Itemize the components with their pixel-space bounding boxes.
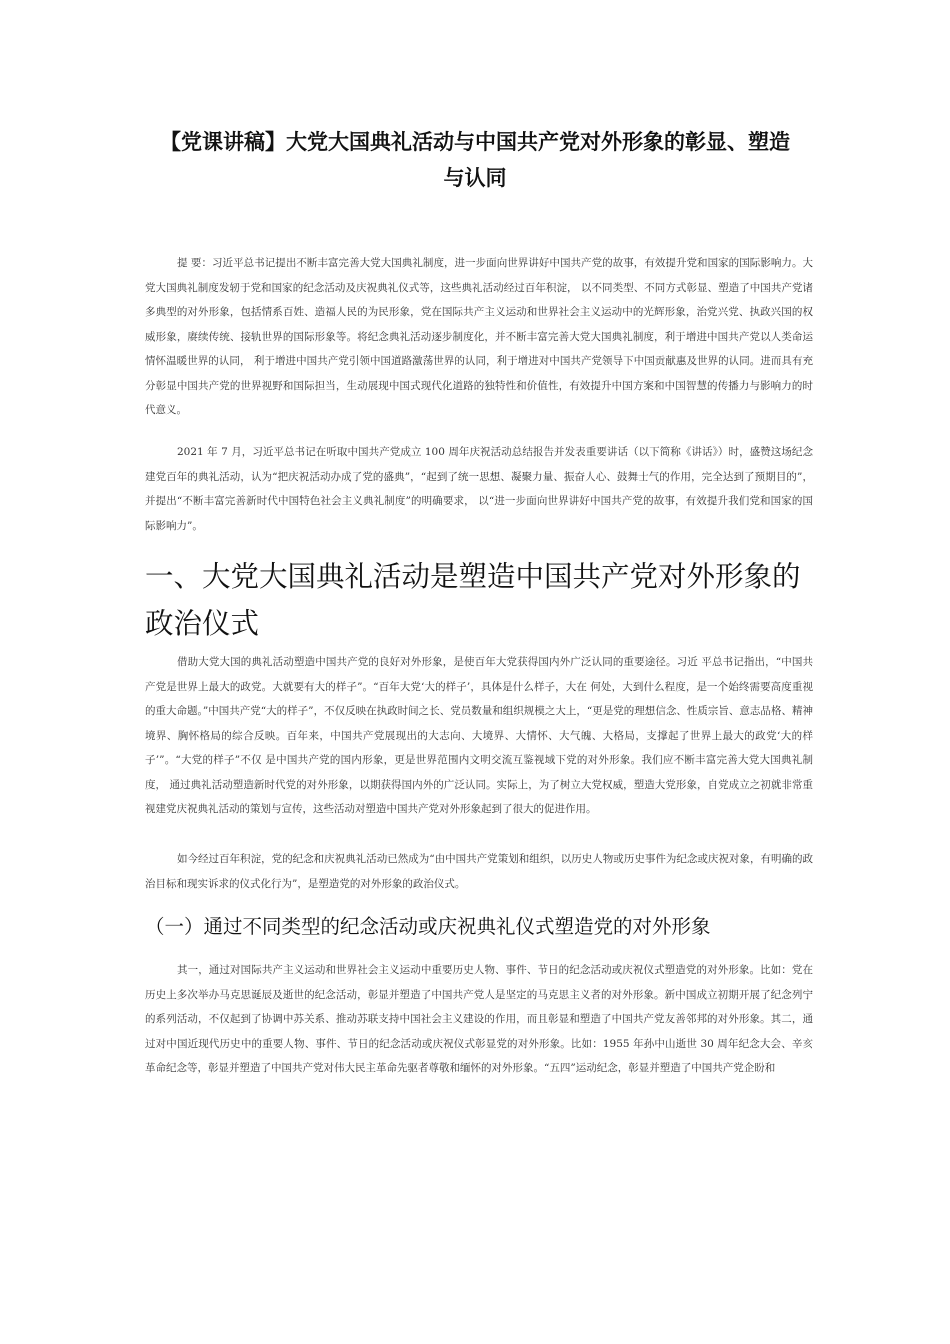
section-paragraph-2: 如今经过百年积淀，党的纪念和庆祝典礼活动已然成为“由中国共产党策划和组织，以历史人物或历史事件为纪念或庆祝对象，有明确的政治目标和现实诉求的仪式化行为”，是塑造党的对外形象的政治仪式。: [145, 853, 813, 890]
intro-paragraph: 2021 年 7 月，习近平总书记在听取中国共产党成立 100 周年庆祝活动总结报告并发表重要讲话（以下简称《讲话》）时，盛赞这场纪念建党百年的典礼活动，认为“把庆祝活动办成了党的盛典”，“起到了统一思想、凝聚力量、振奋人心、鼓舞士气的作用，完全达到了预期目的”，并提出“不断丰富完善新时代中国特色社会主义典礼制度”的明确要求， 以“进一步面向世界讲好中国共产党的故事，有效提升我们党和国家的国际影响力”。: [145, 446, 813, 532]
section-paragraph-3: 其一，通过对国际共产主义运动和世界社会主义运动中重要历史人物、事件、节日的纪念活动或庆祝仪式塑造党的对外形象。比如：党在历史上多次举办马克思诞辰及逝世的纪念活动，彰显并塑造了中国共产党人是坚定的马克思主义者的对外形象。新中国成立初期开展了纪念列宁的系列活动，不仅起到了协调中苏关系、推动苏联支持中国社会主义建设的作用，而且彰显和塑造了中国共产党友善邻邦的对外形象。其二，通过对中国近现代历史中的重要人物、事件、节日的纪念活动或庆祝仪式彰显党的对外形象。比如：1955 年孙中山逝世 30 周年纪念大会、辛亥革命纪念等，彰显并塑造了中国共产党对伟大民主革命先驱者尊敬和缅怀的对外形象。“五四”运动纪念，彰显并塑造了中国共产党企盼和: [145, 964, 813, 1074]
abstract-paragraph: 提 要：习近平总书记提出不断丰富完善大党大国典礼制度，进一步面向世界讲好中国共产党的故事，有效提升党和国家的国际影响力。大党大国典礼制度发轫于党和国家的纪念活动及庆祝典礼仪式等，这些典礼活动经过百年积淀， 以不同类型、不同方式彰显、塑造了中国共产党诸多典型的对外形象，包括情系百姓、造福人民的为民形象，党在国际共产主义运动和世界社会主义运动中的光辉形象，治党兴党、执政兴国的权威形象，赓续传统、接轨世界的国际形象等。将纪念典礼活动逐步制度化，并不断丰富完善大党大国典礼制度，利于增进中国共产党以人类命运情怀温暖世界的认同， 利于增进中国共产党引领中国道路激荡世界的认同，利于增进对中国共产党领导下中国贡献惠及世界的认同。进而具有充分彰显中国共产党的世界视野和国际担当，生动展现中国式现代化道路的独特性和价值性，有效提升中国方案和中国智慧的传播力与影响力的时代意义。: [145, 257, 813, 416]
subsection-heading: （一）通过不同类型的纪念活动或庆祝典礼仪式塑造党的对外形象: [145, 915, 711, 938]
section-paragraph-1: 借助大党大国的典礼活动塑造中国共产党的良好对外形象，是使百年大党获得国内外广泛认同的重要途径。习近 平总书记指出，“中国共产党是世界上最大的政党。大就要有大的样子”。“百年大党‘大的样子’，具体是什么样子，大在 何处，大到什么程度，是一个始终需要高度重视的重大命题。”中国共产党“大的样子”，不仅反映在执政时间之长、党员数量和组织规模之大上，“更是党的理想信念、性质宗旨、意志品格、精神境界、胸怀格局的综合反映。百年来，中国共产党展现出的大志向、大境界、大情怀、大气魄、大格局，支撑起了世界上最大的政党‘大的样子’”。“大党的样子”不仅 是中国共产党的国内形象，更是世界范围内文明交流互鉴视域下党的对外形象。我们应不断丰富完善大党大国典礼制度， 通过典礼活动塑造新时代党的对外形象，以期获得国内外的广泛认同。实际上，为了树立大党权威，塑造大党形象，自党成立之初就非常重视建党庆祝典礼活动的策划与宣传，这些活动对塑造中国共产党对外形象起到了很大的促进作用。: [145, 656, 813, 815]
section-heading: 一、大党大国典礼活动是塑造中国共产党对外形象的政治仪式: [145, 560, 801, 640]
document-title: 【党课讲稿】大党大国典礼活动与中国共产党对外形象的彰显、塑造与认同: [160, 130, 790, 190]
